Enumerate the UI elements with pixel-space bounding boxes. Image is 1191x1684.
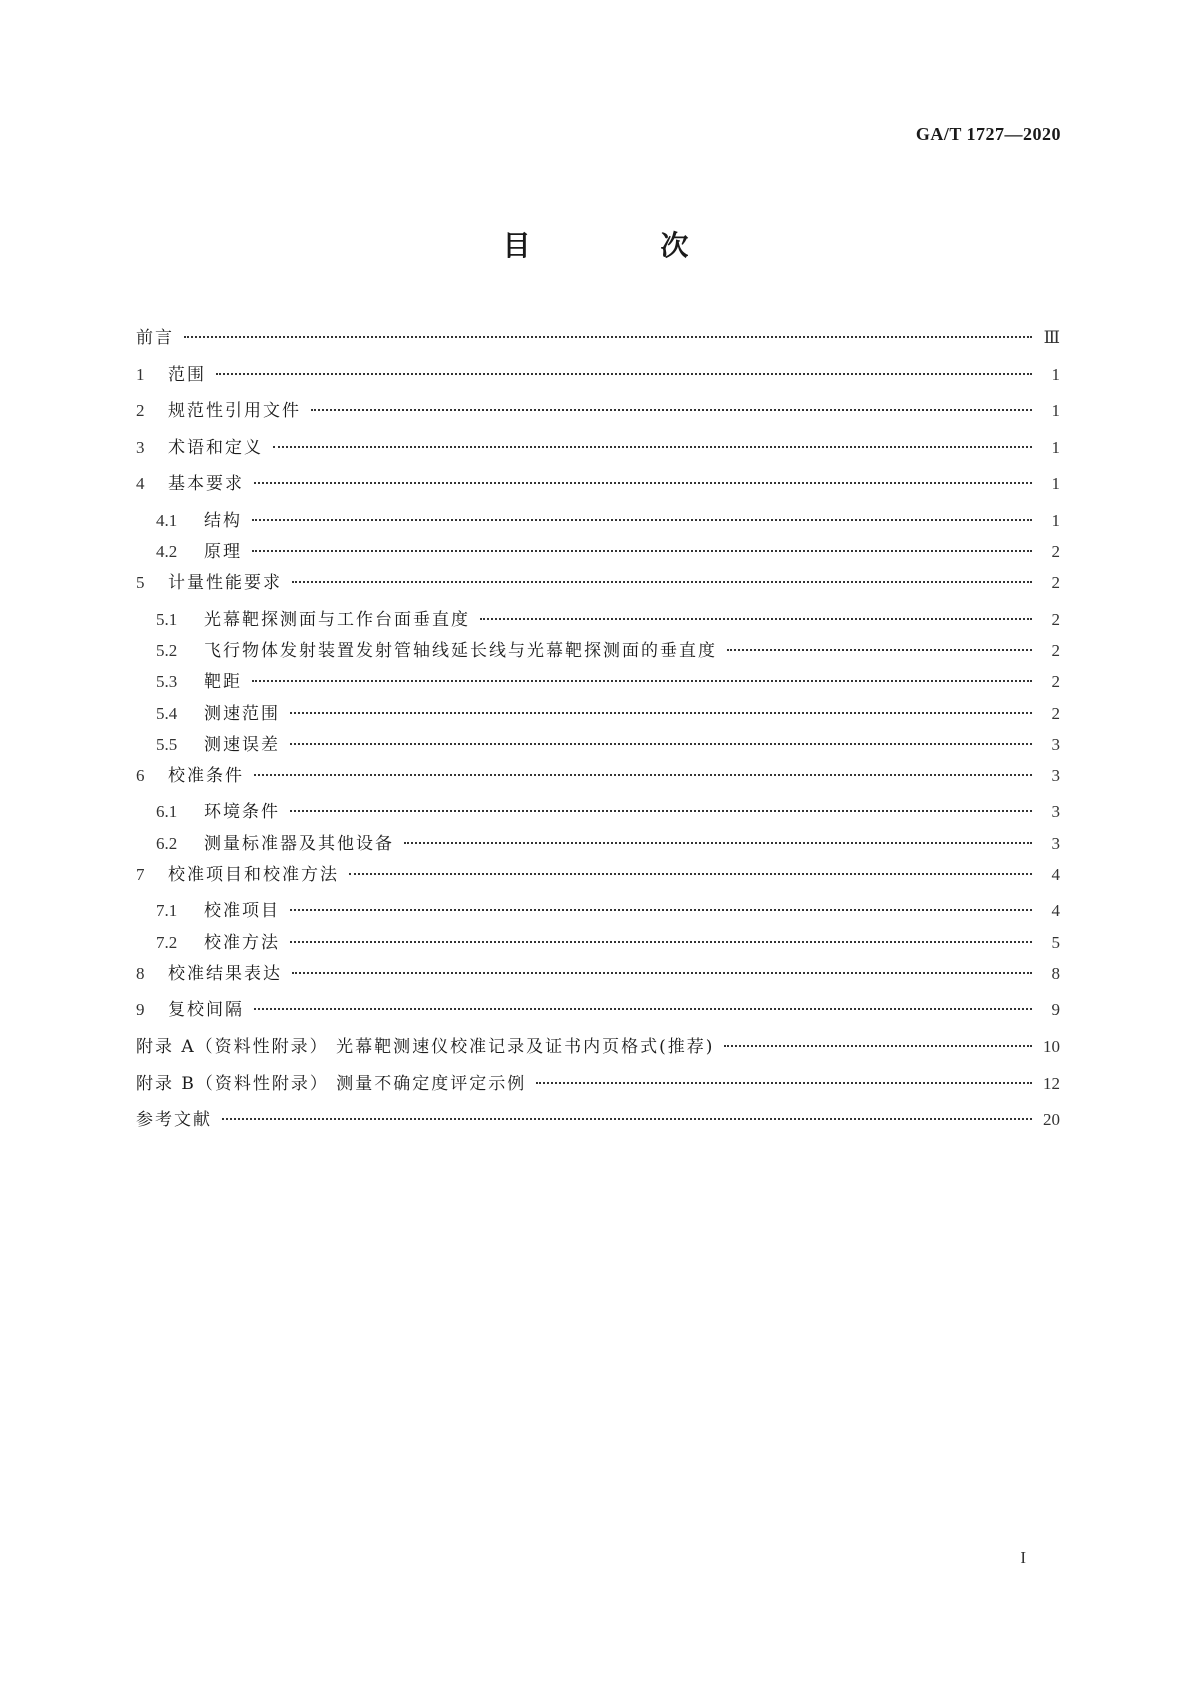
dot-leader [292, 581, 1032, 583]
dot-leader [254, 1008, 1032, 1010]
toc-entry-page: 2 [1051, 672, 1060, 692]
dot-leader [727, 649, 1032, 651]
toc-entry-label: 附录 A（资料性附录） 光幕靶测速仪校准记录及证书内页格式(推荐) [136, 1037, 715, 1057]
toc-entry-page: 12 [1043, 1073, 1060, 1093]
dot-leader [724, 1045, 1032, 1047]
dot-leader [290, 810, 1032, 812]
toc-entry[interactable] [136, 761, 1060, 798]
toc-entry-label: 复校间隔 [168, 1000, 244, 1021]
toc-entry[interactable] [136, 433, 1060, 470]
toc-entry-label: 校准结果表达 [168, 963, 282, 984]
toc-entry[interactable] [136, 605, 1060, 636]
toc-entry-number: 5.3 [156, 672, 178, 692]
toc-entry-page: 1 [1051, 510, 1060, 530]
toc-entry-number: 1 [136, 364, 145, 384]
toc-entry[interactable] [136, 928, 1060, 959]
toc-entry[interactable] [136, 1105, 1060, 1142]
toc-entry-page: 9 [1051, 1000, 1060, 1020]
toc-entry-page: 20 [1043, 1110, 1060, 1130]
toc-entry[interactable] [136, 1069, 1060, 1106]
dot-leader [252, 680, 1032, 682]
dot-leader [290, 909, 1032, 911]
toc-entry-page: 2 [1051, 609, 1060, 629]
toc-entry-label: 测速范围 [204, 703, 280, 724]
toc-entry-label: 术语和定义 [168, 437, 263, 458]
toc-entry-page: 2 [1051, 641, 1060, 661]
toc-entry-page: 3 [1051, 802, 1060, 822]
toc-entry-page: 2 [1051, 573, 1060, 593]
standard-code: GA/T 1727—2020 [915, 124, 1061, 144]
dot-leader [216, 373, 1032, 375]
dot-leader [290, 712, 1032, 714]
toc-entry-page: 8 [1051, 963, 1060, 983]
toc-entry-page: 10 [1043, 1037, 1060, 1056]
table-of-contents [136, 323, 1060, 1142]
dot-leader [290, 743, 1032, 745]
toc-entry-number: 6 [136, 765, 145, 785]
toc-entry[interactable] [136, 396, 1060, 433]
toc-entry-page: 4 [1051, 901, 1060, 921]
toc-entry-label: 光幕靶探测面与工作台面垂直度 [204, 609, 470, 630]
toc-entry-number: 6.2 [156, 833, 178, 853]
toc-entry[interactable] [136, 860, 1060, 897]
dot-leader [536, 1082, 1032, 1084]
toc-entry-number: 4.1 [156, 510, 178, 530]
toc-entry[interactable] [136, 829, 1060, 860]
toc-entry[interactable] [136, 699, 1060, 730]
toc-entry-label: 校准项目 [204, 901, 280, 922]
dot-leader [349, 873, 1032, 875]
toc-entry-page: 3 [1051, 833, 1060, 853]
toc-entry-label: 测速误差 [204, 734, 280, 755]
toc-entry-page: 3 [1051, 734, 1060, 754]
dot-leader [404, 842, 1032, 844]
toc-entry-page: 5 [1051, 932, 1060, 952]
toc-entry-number: 5 [136, 573, 145, 593]
toc-entry-label: 结构 [204, 510, 242, 531]
toc-entry[interactable] [136, 959, 1060, 996]
toc-entry-number: 6.1 [156, 802, 178, 822]
toc-entry-label: 原理 [204, 542, 242, 563]
toc-entry-page: 2 [1051, 542, 1060, 562]
toc-entry-number: 9 [136, 1000, 145, 1020]
toc-entry-number: 7.2 [156, 932, 178, 952]
toc-entry-number: 5.5 [156, 734, 178, 754]
dot-leader [252, 519, 1032, 521]
toc-entry-number: 8 [136, 963, 145, 983]
toc-entry-label: 靶距 [204, 672, 242, 693]
page-number: I [1020, 1548, 1026, 1567]
dot-leader [254, 482, 1032, 484]
toc-entry-label: 规范性引用文件 [168, 401, 301, 422]
toc-entry-number: 4 [136, 474, 145, 494]
toc-entry-number: 3 [136, 437, 145, 457]
toc-entry-page: 1 [1051, 401, 1060, 421]
toc-entry-label: 校准条件 [168, 765, 244, 786]
toc-entry-label: 前言 [136, 328, 174, 348]
toc-entry-number: 2 [136, 401, 145, 421]
toc-entry-label: 参考文献 [136, 1110, 212, 1131]
toc-entry-page: 1 [1051, 437, 1060, 457]
dot-leader [273, 446, 1032, 448]
toc-entry-label: 范围 [168, 364, 206, 385]
dot-leader [254, 774, 1032, 776]
dot-leader [222, 1118, 1032, 1120]
toc-entry[interactable] [136, 568, 1060, 605]
toc-entry[interactable] [136, 797, 1060, 828]
toc-entry[interactable] [136, 323, 1060, 360]
dot-leader [292, 972, 1032, 974]
toc-entry[interactable] [136, 896, 1060, 927]
toc-entry[interactable] [136, 1032, 1060, 1069]
toc-entry-label: 校准方法 [204, 932, 280, 953]
dot-leader [311, 409, 1032, 411]
toc-entry[interactable] [136, 537, 1060, 568]
toc-entry-page: Ⅲ [1043, 328, 1060, 347]
toc-entry-number: 5.2 [156, 641, 178, 661]
toc-entry[interactable] [136, 469, 1060, 506]
toc-entry[interactable] [136, 995, 1060, 1032]
toc-entry-label: 计量性能要求 [168, 573, 282, 594]
toc-entry-label: 基本要求 [168, 474, 244, 495]
toc-entry-page: 3 [1051, 765, 1060, 785]
toc-entry[interactable] [136, 360, 1060, 397]
toc-entry-number: 5.4 [156, 703, 178, 723]
toc-entry[interactable] [136, 506, 1060, 537]
dot-leader [184, 336, 1032, 338]
toc-entry-number: 4.2 [156, 542, 178, 562]
toc-entry-number: 7.1 [156, 901, 178, 921]
toc-entry[interactable] [136, 636, 1060, 667]
toc-entry[interactable] [136, 730, 1060, 761]
toc-entry-number: 7 [136, 864, 145, 884]
toc-entry-page: 4 [1051, 864, 1060, 884]
toc-entry-number: 5.1 [156, 609, 178, 629]
dot-leader [252, 550, 1032, 552]
dot-leader [290, 941, 1032, 943]
page-title: 目 次 [502, 229, 749, 262]
toc-entry-label: 飞行物体发射装置发射管轴线延长线与光幕靶探测面的垂直度 [204, 641, 717, 662]
toc-entry-label: 校准项目和校准方法 [168, 864, 339, 885]
toc-entry-label: 环境条件 [204, 802, 280, 823]
toc-entry[interactable] [136, 667, 1060, 698]
toc-entry-label: 测量标准器及其他设备 [204, 833, 394, 854]
toc-entry-page: 2 [1051, 703, 1060, 723]
toc-entry-label: 附录 B（资料性附录） 测量不确定度评定示例 [136, 1073, 527, 1094]
toc-entry-page: 1 [1051, 474, 1060, 494]
toc-entry-page: 1 [1051, 364, 1060, 384]
dot-leader [480, 618, 1032, 620]
